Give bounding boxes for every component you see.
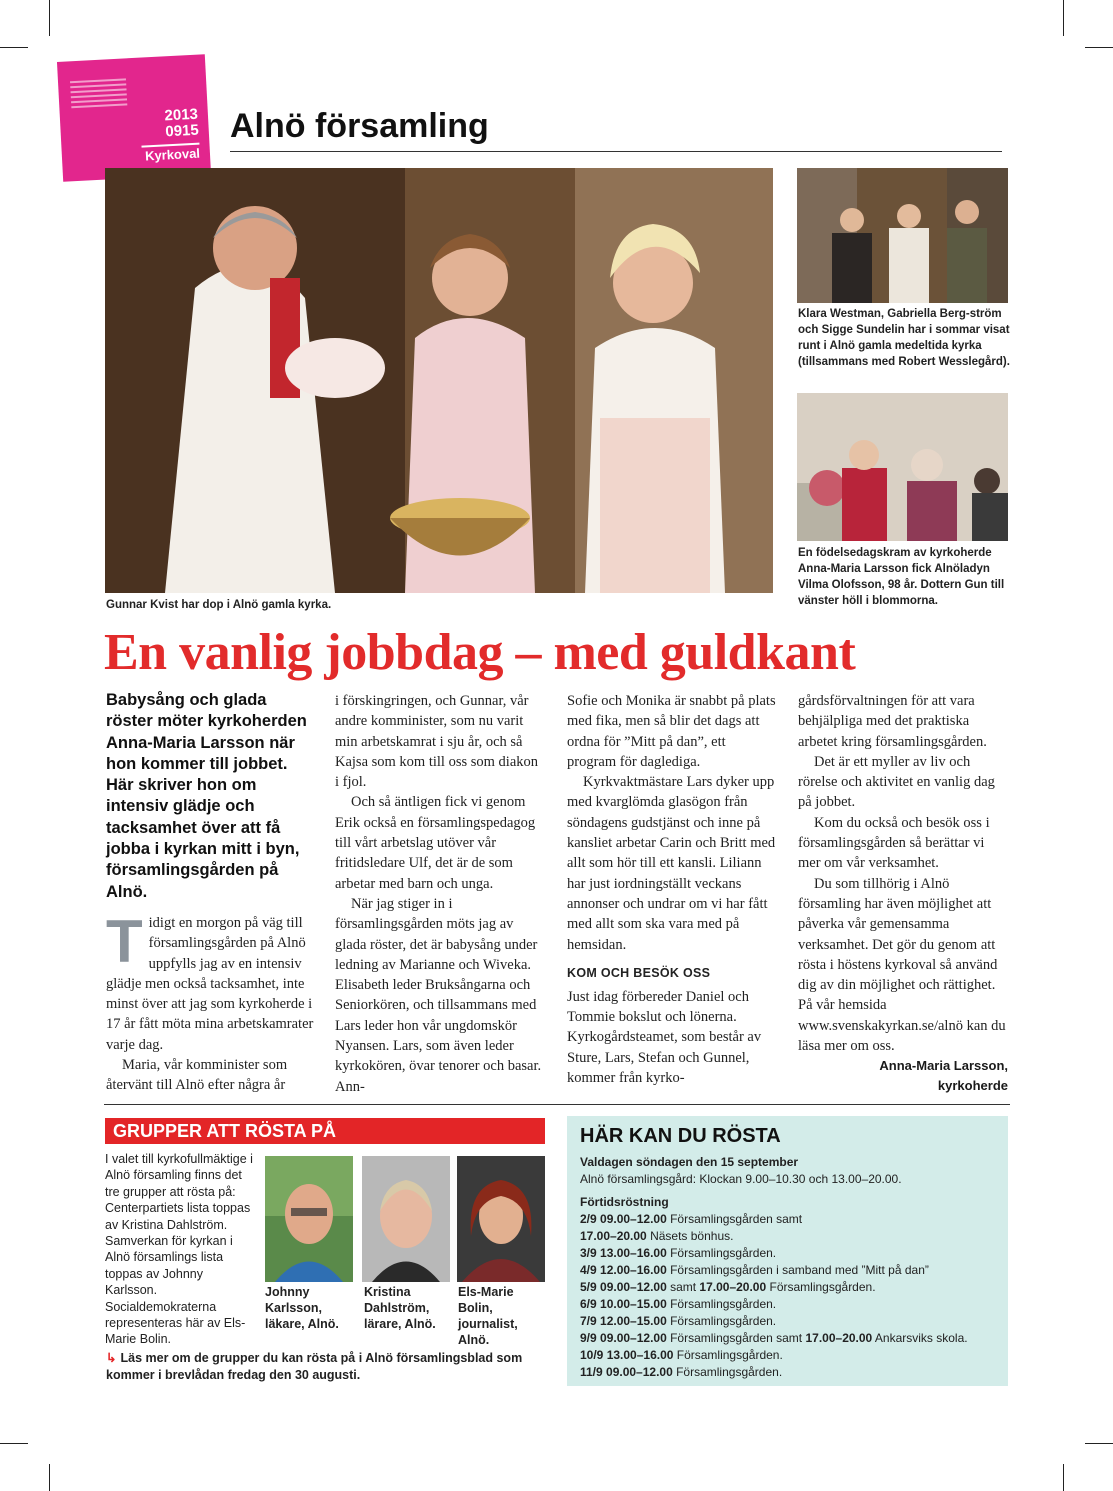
advance-voting-row [580,1313,1000,1330]
voting-time: 17.00–20.00 [805,1331,873,1345]
voting-place: Församlingsgården i samband med ”Mitt på dan” [666,1263,929,1277]
crop-mark [0,47,28,48]
candidate-name: Kristina Dahlström, lärare, Alnö. [364,1285,436,1331]
article-ingress: Babysång och glada röster möter kyrkoherden Anna-Maria Larsson när hon kommer till jobbet. Här skriver hon om intensiv glädje och tacksamhet över att få jobba i kyrkan mitt i byn, församlingsgården på Alnö. [106,691,307,901]
paragraph: Det är ett myller av liv och rörelse och aktivitet en vanlig dag på jobbet. [798,753,995,811]
voting-place: Församlingsgården. [766,1280,876,1294]
baptism-photo [105,168,773,593]
signature-title: kyrkoherde [937,1078,1008,1093]
bottom-rule [104,1104,1010,1105]
paragraph: gårdsförvaltningen för att vara behjälpliga med det praktiska arbetet kring församlingsgården. [798,693,987,750]
paragraph: Du som tillhörig i Alnö församling har även möjlighet att påverka vår gemensamma verksamhet. Det gör du genom att rösta i höstens kyrkoval så använd dig av din möjlighet och rättighet. På vår hemsida www.svenskakyrkan.se/alnö kan du läsa mer om oss. [798,875,1006,1055]
groups-intro: I valet till kyrkofullmäktige i Alnö församling finns det tre grupper att rösta på: Centerpartiets lista toppas av Kristina Dahlström. Samverkan för kyrkan i Alnö församlings lista toppas av Johnny Karlsson. Socialdemokraterna representeras här av Els-Marie Bolin. [105,1152,253,1347]
crop-mark [49,0,50,36]
voting-time: 11/9 09.00–12.00 [580,1365,673,1379]
paragraph: idigt en morgon på väg till församlingsgården på Alnö uppfylls jag av en intensiv glädje men också tacksamhet, inte minst över att jag som kyrkoherde i 17 år fått möta mina arbetskamrater varje dag. [106,915,314,1053]
crop-mark [1063,0,1064,36]
advance-voting-list [580,1211,1000,1381]
voting-time: 5/9 09.00–12.00 [580,1280,667,1294]
arrow-icon: ↳ [106,1351,117,1365]
voting-place: Församlingsgården. [666,1314,777,1328]
advance-voting-row [580,1245,1000,1262]
paragraph: Och så äntligen fick vi genom Erik också en församlingspedagog till vårt arbetslag utöver vår fritidsledare Ulf, det är de som arbetar med barn och unga. [335,794,536,892]
voting-time: 2/9 09.00–12.00 [580,1212,667,1226]
election-day: Valdagen söndagen den 15 september [580,1155,799,1169]
candidate-name: Johnny Karlsson, läkare, Alnö. [265,1285,339,1331]
main-photo-caption: Gunnar Kvist har dop i Alnö gamla kyrka. [106,599,332,611]
voting-place: Församlingsgården. [666,1246,777,1260]
candidate-photo-johnny [265,1156,353,1282]
voting-place: Församlingsgården. [666,1297,777,1311]
candidate-photo-kristina [362,1156,450,1282]
voting-place: Ankarsviks skola. [872,1331,968,1345]
paragraph: Just idag förbereder Daniel och Tommie bokslut och lönerna. Kyrkogårdsteamet, som består av Sture, Lars, Stefan och Gunnel, kommer från kyrko- [567,988,762,1087]
guides-photo [797,168,1008,303]
crop-mark [1085,47,1113,48]
voting-time: 10/9 13.00–16.00 [580,1348,674,1362]
signature [798,1056,1008,1096]
kyrkoval-tab [57,54,211,182]
birthday-caption: En födelsedagskram av kyrkoherde Anna-Maria Larsson fick Alnöladyn Vilma Olofsson, 98 år. Dottern Gun till vänster höll i blommorna. [798,547,1005,607]
paragraph: i förskingringen, och Gunnar, vår andre komminister, som nu varit min arbetskamrat i sju år, och så Kajsa som kom till oss som diakon i fjol. [335,693,538,791]
crop-mark [49,1464,50,1491]
tab-year: 2013 [164,105,199,125]
crop-mark [0,1443,28,1444]
voting-place: Församlingsgården samt [666,1331,806,1345]
signature-name: Anna-Maria Larsson, [879,1058,1008,1073]
tab-label: Kyrkoval [144,145,201,164]
groups-heading: GRUPPER ATT RÖSTA PÅ [105,1118,545,1144]
advance-voting-row [580,1228,1000,1245]
voting-time: 6/9 10.00–15.00 [580,1297,667,1311]
top-rule [230,151,1002,152]
voting-time: 17.00–20.00 [580,1229,647,1243]
voting-place: samt [666,1280,700,1294]
tab-decoration [70,78,127,111]
voting-place: Församlingsgården. [673,1348,783,1362]
voting-time: 3/9 13.00–16.00 [580,1246,667,1260]
article-column-4 [798,691,1008,1056]
voting-place: Församlingsgården samt [666,1212,803,1226]
article-column-3 [567,691,777,1088]
subheading: KOM OCH BESÖK OSS [567,965,711,980]
drop-cap: T [106,908,143,975]
advance-voting-row [580,1347,1000,1364]
guides-caption: Klara Westman, Gabriella Berg-ström och Sigge Sundelin har i sommar visat runt i Alnö gamla medeltida kyrka (tillsammans med Robert Wesslegård). [798,308,1010,368]
advance-voting-row [580,1330,1000,1347]
voting-time: 9/9 09.00–12.00 [580,1331,667,1345]
voting-time: 17.00–20.00 [699,1280,767,1294]
crop-mark [1085,1443,1113,1444]
candidate-photo-els-marie [457,1156,545,1282]
paragraph: När jag stiger in i församlingsgården möts jag av glada röster, det är babysång under ledning av Marianne och Wiveka. Elisabeth leder Bruksångarna och Seniorkören, och tillsammans med Lars leder hon vår ungdomskör Nyansen. Lars, som även leder kyrkokören, övar tenorer och basar. Ann- [335,895,542,1095]
tab-date [164,107,199,141]
crop-mark [1063,1464,1064,1491]
voting-title: HÄR KAN DU RÖSTA [580,1125,781,1147]
advance-voting-row [580,1296,1000,1313]
advance-voting-row [580,1279,1000,1296]
election-place: Alnö församlingsgård: Klockan 9.00–10.30 och 13.00–20.00. [580,1172,902,1186]
voting-time: 4/9 12.00–16.00 [580,1263,667,1277]
voting-time: 7/9 12.00–15.00 [580,1314,667,1328]
article-headline: En vanlig jobbdag – med guldkant [104,624,856,681]
voting-place: Näsets bönhus. [646,1229,734,1243]
tab-day: 0915 [164,121,200,141]
paragraph: Kyrkvaktmästare Lars dyker upp med kvarglömda glasögon från söndagens gudstjänst och inne på kansliet arbetar Carin och Britt med allt som hör till ett kansli. Liliann har just iordningställt veckans annonser och undrar om vi har fått med allt som ska vara med på hemsidan. [567,774,776,953]
groups-note-text: Läs mer om de grupper du kan rösta på i Alnö församlingsblad som kommer i brevlådan fredag den 30 augusti. [106,1351,523,1382]
advance-voting-row [580,1262,1000,1279]
section-title: Alnö församling [230,107,489,145]
advance-voting-heading: Förtidsröstning [580,1195,669,1209]
groups-read-more [106,1350,546,1384]
paragraph: Kom du också och besök oss i församlingsgården så berättar vi mer om vår verksamhet. [798,814,990,872]
advance-voting-row [580,1364,1000,1381]
candidate-name: Els-Marie Bolin, journalist, Alnö. [458,1285,518,1347]
article-column-2 [335,691,545,1097]
voting-place: Församlingsgården. [672,1365,783,1379]
birthday-photo [797,393,1008,541]
paragraph: Sofie och Monika är snabbt på plats med fika, men så blir det dags att ordna för ”Mitt på dan”, ett program för daglediga. [567,693,776,770]
voting-details [580,1154,1000,1381]
advance-voting-row [580,1211,1000,1228]
article-column-1 [106,908,316,1096]
paragraph: Maria, vår komminister som återvänt till Alnö efter några år [106,1057,288,1094]
